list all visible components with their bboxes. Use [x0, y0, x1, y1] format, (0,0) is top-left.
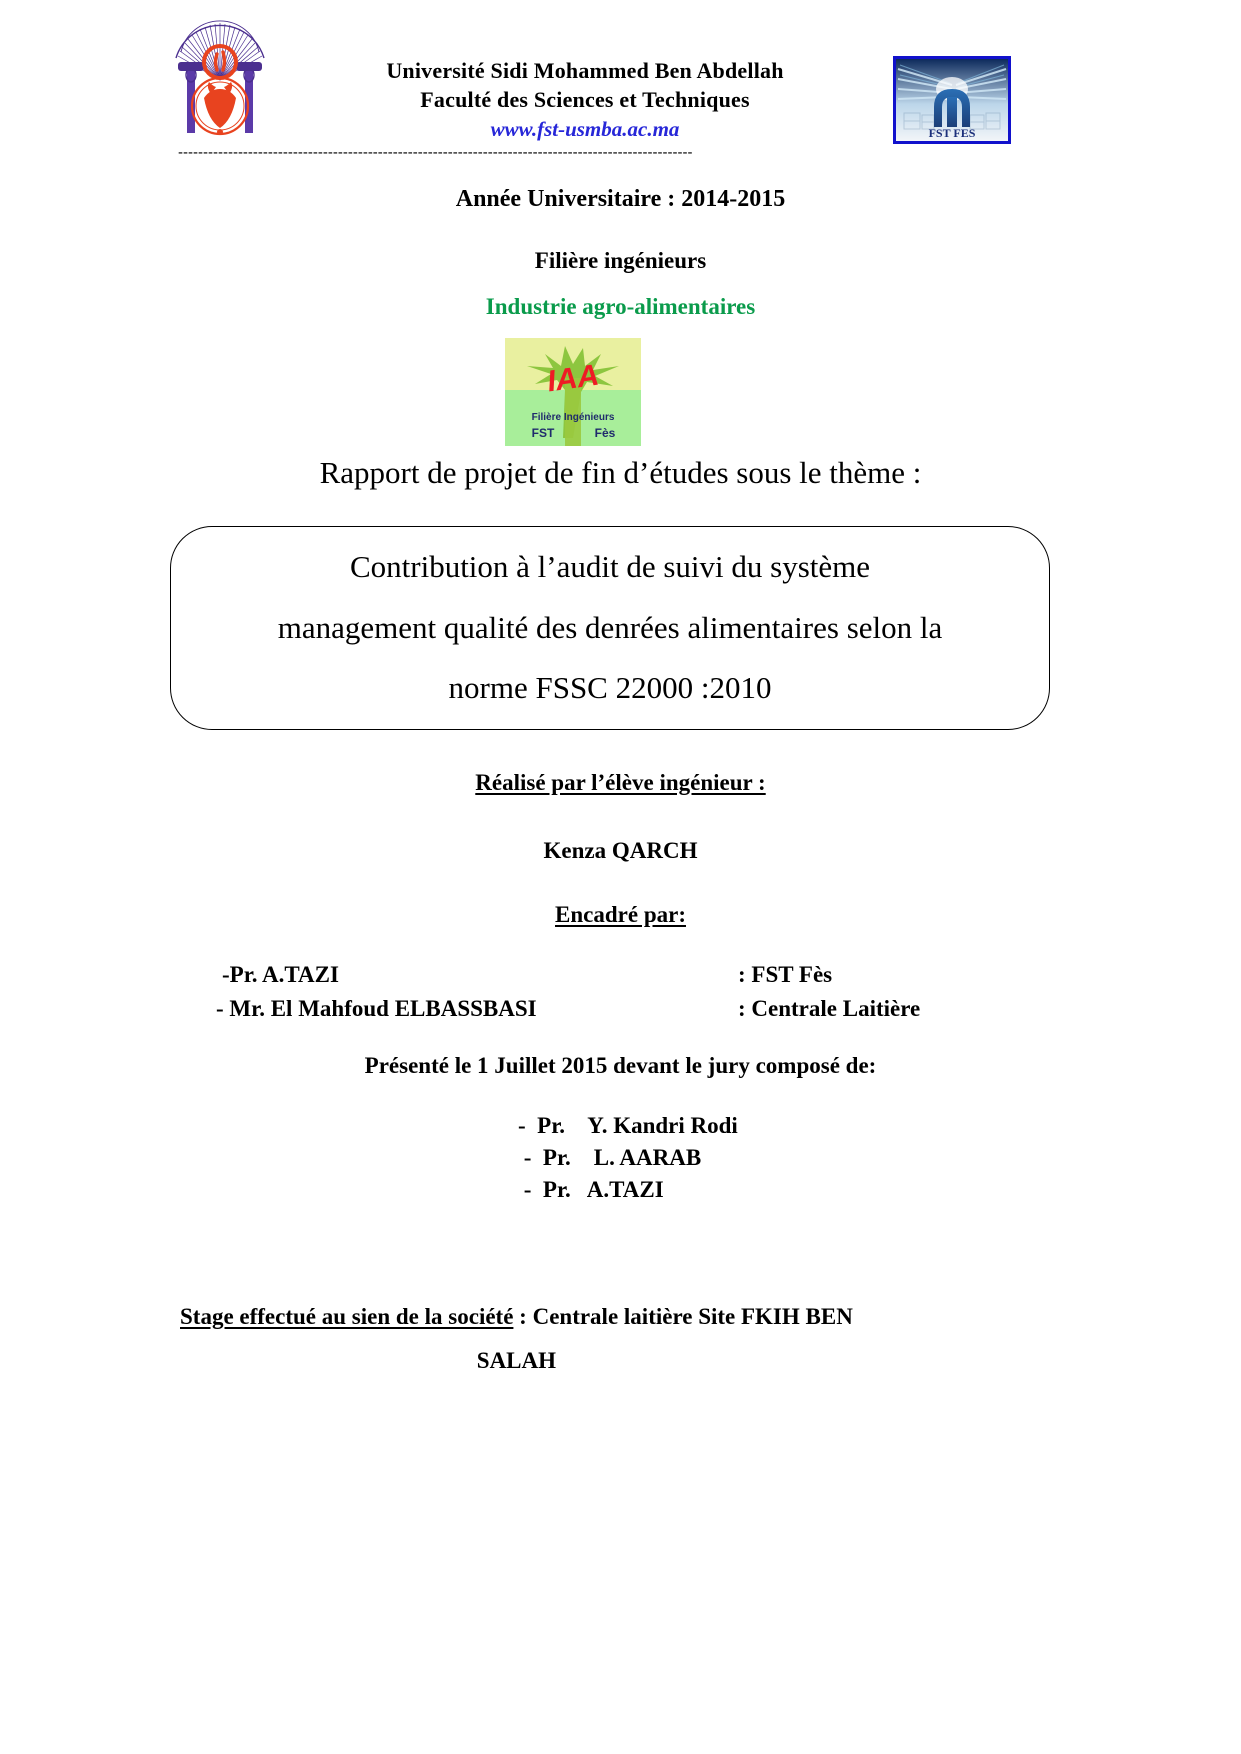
author-name: Kenza QARCH — [543, 838, 698, 863]
header-divider: ------------------------------------------------------------------------------------------------------- — [178, 144, 693, 158]
supervisor-name: -Pr. A.TAZI — [222, 962, 339, 987]
internship-second-line: SALAH — [476, 1347, 557, 1373]
iaa-acronym: IAA — [545, 358, 601, 399]
program-line: Filière ingénieurs — [534, 248, 707, 273]
report-intro-line: Rapport de projet de fin d’études sous le thème : — [319, 455, 922, 490]
supervisor-affiliation: : FST Fès — [738, 962, 833, 987]
jury-member: - Pr. L. AARAB — [518, 1145, 702, 1170]
author-label — [0, 770, 1241, 796]
report-title-line-3: norme FSSC 22000 :2010 — [448, 670, 772, 706]
supervision-label-text: Encadré par: — [555, 902, 686, 927]
internship-label: Stage effectué au sien de la société — [180, 1304, 514, 1329]
fst-fes-logo-label: FST FES — [928, 126, 976, 140]
supervisor-name: - Mr. El Mahfoud ELBASSBASI — [216, 996, 537, 1021]
iaa-left-label: FST — [531, 426, 555, 440]
supervision-label — [0, 902, 1241, 928]
iaa-right-label: Fès — [594, 426, 616, 440]
internship-statement — [0, 1295, 1033, 1382]
academic-year: Année Universitaire : 2014-2015 — [455, 186, 786, 212]
report-title-line-1: Contribution à l’audit de suivi du système — [349, 549, 871, 585]
fst-fes-logo-icon — [893, 56, 1011, 144]
university-header-text — [300, 56, 870, 144]
usmba-university-logo-icon — [168, 18, 272, 144]
supervisor-row — [0, 996, 1241, 1030]
university-name: Université Sidi Mohammed Ben Abdellah — [386, 58, 784, 83]
specialty-line: Industrie agro-alimentaires — [485, 294, 756, 319]
supervisor-list — [0, 962, 1241, 1030]
jury-list — [0, 1113, 1241, 1209]
jury-member: - Pr. Y. Kandri Rodi — [518, 1113, 738, 1138]
website-url[interactable]: www.fst-usmba.ac.ma — [490, 117, 680, 142]
page-header — [0, 0, 1241, 158]
defense-line: Présenté le 1 Juillet 2015 devant le jury composé de: — [364, 1053, 877, 1078]
supervisor-row — [0, 962, 1241, 996]
report-title-line-2: management qualité des denrées alimentaires selon la — [277, 609, 943, 645]
supervisor-affiliation: : Centrale Laitière — [738, 996, 921, 1021]
iaa-program-logo-icon — [505, 338, 641, 446]
author-label-text: Réalisé par l’élève ingénieur : — [475, 770, 766, 795]
internship-rest: : Centrale laitière Site FKIH BEN — [513, 1304, 853, 1329]
jury-member: - Pr. A.TAZI — [518, 1177, 664, 1202]
iaa-subtitle: Filière Ingénieurs — [531, 412, 615, 423]
faculty-name: Faculté des Sciences et Techniques — [420, 87, 750, 113]
report-title-box — [170, 526, 1050, 730]
